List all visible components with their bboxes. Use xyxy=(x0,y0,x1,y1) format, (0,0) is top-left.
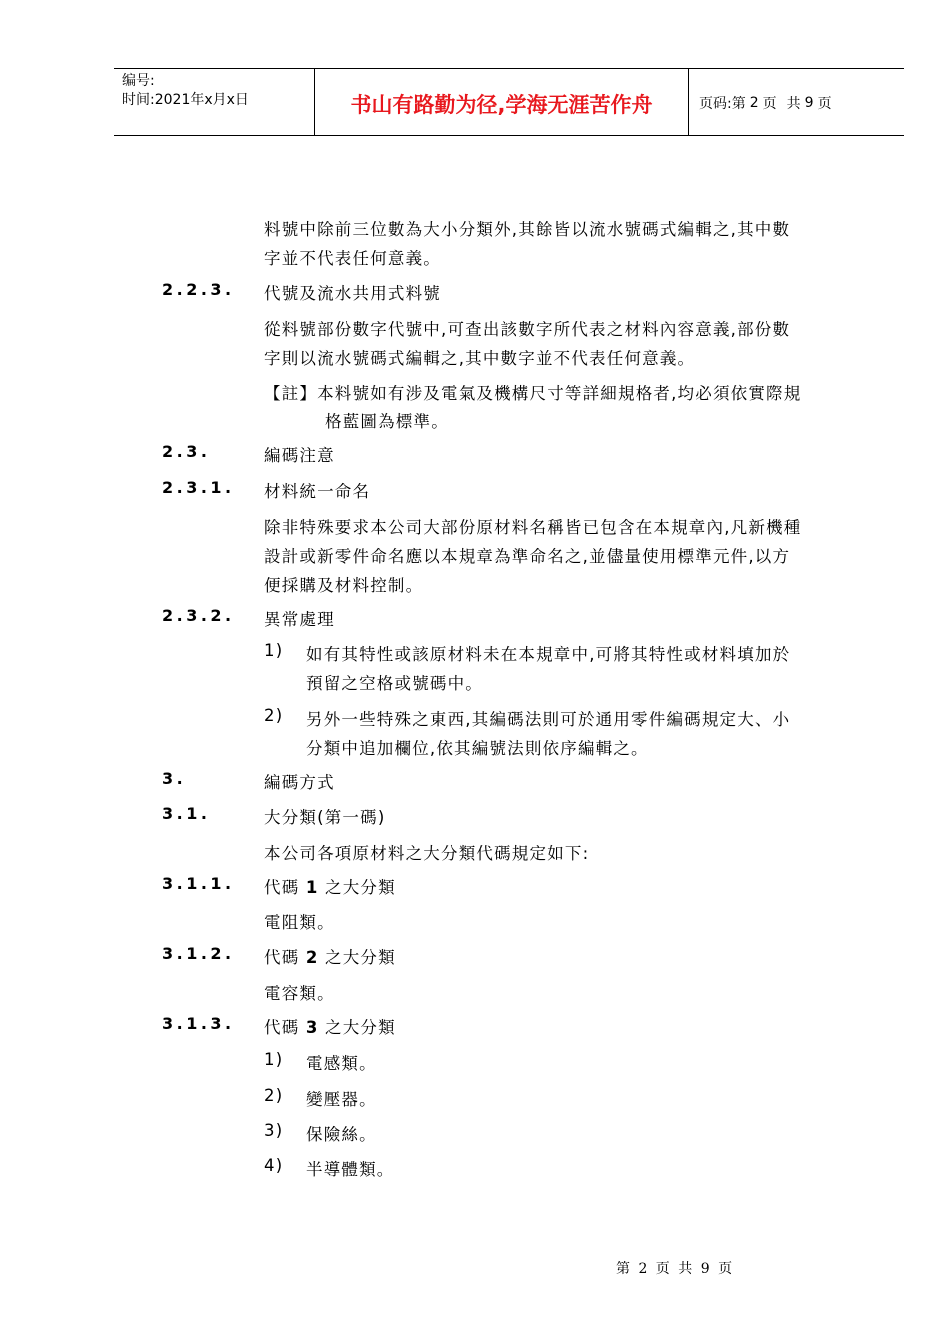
page-footer: 第 2 页 共 9 页 xyxy=(616,1261,735,1277)
time-label: 时间:2021年x月x日 xyxy=(122,92,249,108)
page-total: 9 xyxy=(804,95,814,111)
section-title: 編碼方式 xyxy=(264,773,335,792)
section-title: 代碼 1 之大分類 xyxy=(264,878,396,897)
page-total-unit: 页 xyxy=(817,96,832,112)
section-title: 大分類(第一碼) xyxy=(264,808,386,827)
section-number: 3.1.3. xyxy=(162,1014,235,1033)
section-number: 2.3.2. xyxy=(162,606,235,625)
section-title: 材料統一命名 xyxy=(264,482,371,501)
page-total-label: 共 xyxy=(786,96,801,112)
section-title: 代號及流水共用式料號 xyxy=(264,284,441,303)
section-number: 3.1.1. xyxy=(162,874,235,893)
page-header xyxy=(114,68,904,136)
section-title: 代碼 2 之大分類 xyxy=(264,948,396,967)
number-label: 编号: xyxy=(122,73,155,89)
section-title: 代碼 3 之大分類 xyxy=(264,1018,396,1037)
page-label: 页码:第 xyxy=(699,96,746,112)
section-number: 3. xyxy=(162,769,187,788)
section-number: 2.2.3. xyxy=(162,280,235,299)
header-motto: 书山有路勤为径,学海无涯苦作舟 xyxy=(315,69,689,135)
header-page-info xyxy=(689,69,904,135)
section-number: 2.3.1. xyxy=(162,478,235,497)
section-number: 3.1. xyxy=(162,804,211,823)
page-number: 2 xyxy=(749,95,759,111)
section-number: 2.3. xyxy=(162,442,211,461)
section-title: 編碼注意 xyxy=(264,446,335,465)
section-number: 3.1.2. xyxy=(162,944,235,963)
section-title: 異常處理 xyxy=(264,610,335,629)
header-meta xyxy=(114,69,315,135)
page-unit: 页 xyxy=(762,96,777,112)
